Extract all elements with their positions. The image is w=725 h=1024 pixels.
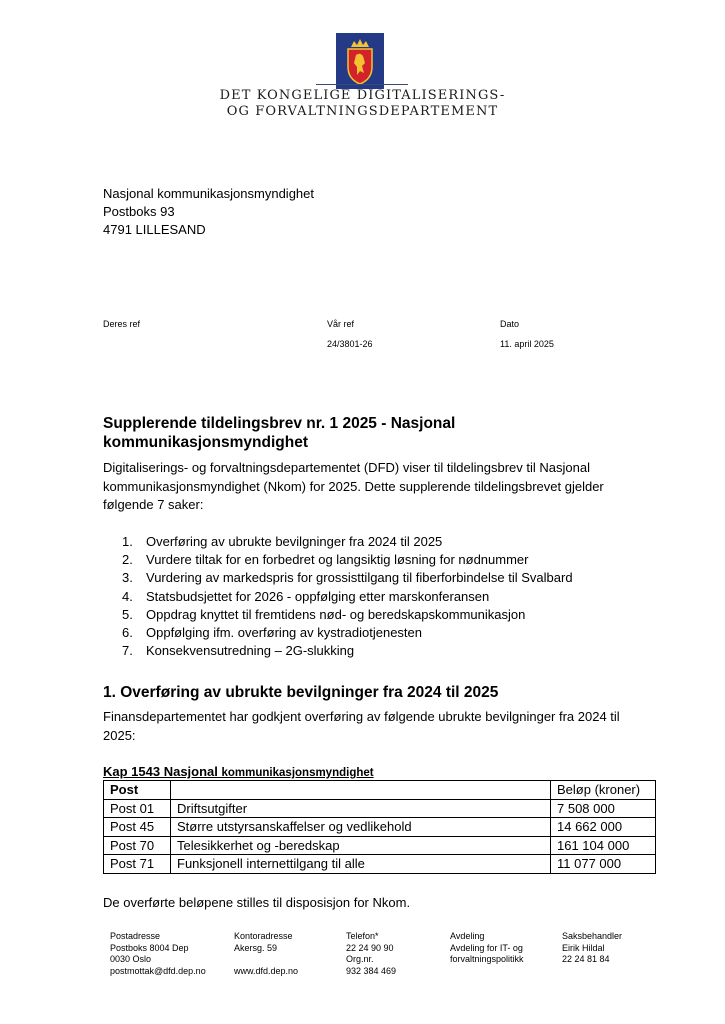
list-item-text: Konsekvensutredning – 2G-slukking	[146, 643, 355, 659]
crest-underline	[316, 84, 408, 85]
deres-ref	[103, 318, 140, 338]
recipient-postbox: Postboks 93	[103, 204, 175, 219]
date-value: 11. april 2025	[500, 339, 554, 349]
footer-department	[450, 931, 524, 977]
footer-line	[450, 966, 524, 978]
list-item-text: Oppdrag knyttet til fremtidens nød- og beredskapskommunikasjon	[146, 606, 526, 622]
table-cell-post: Post 01	[104, 799, 171, 818]
var-ref	[327, 318, 373, 358]
date-ref	[500, 318, 554, 358]
list-item-number: 2.	[122, 552, 133, 568]
deres-ref-label: Deres ref	[103, 319, 141, 329]
var-ref-label: Vår ref	[327, 319, 355, 329]
footer-line: Avdeling for IT- og	[450, 942, 523, 953]
recipient-address	[103, 185, 314, 239]
kap-heading-rest: kommunikasjonsmyndighet	[221, 767, 374, 779]
table-header-post: Post	[104, 781, 171, 800]
table-row	[104, 855, 656, 874]
kap-heading-main: Kap 1543 Nasjonal	[103, 764, 218, 779]
section-1-text: Finansdepartementet har godkjent overføring av følgende ubrukte bevilgninger fra 2024 til 2025:	[103, 709, 620, 743]
footer-line: Postadresse	[110, 931, 161, 941]
kap-heading	[103, 764, 374, 779]
letter-title: Supplerende tildelingsbrev nr. 1 2025 - Nasjonal kommunikasjonsmyndighet	[103, 415, 456, 451]
table-row	[104, 836, 656, 855]
footer-line: Eirik Hildal	[562, 942, 605, 953]
footer-line: Kontoradresse	[234, 931, 293, 941]
table-cell-desc: Funksjonell internettilgang til alle	[171, 855, 551, 874]
date-label: Dato	[500, 319, 520, 329]
table-cell-desc: Større utstyrsanskaffelser og vedlikehold	[171, 818, 551, 837]
table-header-desc	[171, 781, 551, 800]
footer-office-address	[234, 931, 298, 977]
footer-postal-address	[110, 931, 206, 977]
closing-text: De overførte beløpene stilles til disposisjon for Nkom.	[103, 895, 411, 910]
department-name-line1: DET KONGELIGE DIGITALISERINGS-	[219, 88, 506, 103]
footer-line: www.dfd.dep.no	[234, 965, 299, 976]
footer-line: Telefon*	[346, 931, 379, 941]
footer-line: Postboks 8004 Dep	[110, 942, 189, 953]
department-name-line2: OG FORVALTNINGSDEPARTEMENT	[226, 104, 499, 119]
footer-line: 0030 Oslo	[110, 954, 152, 964]
footer-phone	[346, 931, 396, 977]
table-cell-amount: 161 104 000	[551, 836, 656, 855]
list-item-text: Overføring av ubrukte bevilgninger fra 2024 til 2025	[146, 534, 443, 549]
table-cell-desc: Telesikkerhet og -beredskap	[171, 836, 551, 855]
footer-line	[562, 966, 622, 978]
footer-line: postmottak@dfd.dep.no	[110, 965, 206, 976]
coat-of-arms-logo	[336, 33, 384, 89]
appropriation-table	[103, 780, 656, 874]
department-name	[200, 88, 525, 120]
list-item	[122, 642, 573, 660]
list-item-number: 3.	[122, 570, 133, 586]
table-row	[104, 799, 656, 818]
intro-paragraph: Digitaliserings- og forvaltningsdepartementet (DFD) viser til tildelingsbrev til Nasjonal kommunikasjonsmyndighet (Nkom) for 2025. Dette supplerende tildelingsbrevet gjelder følgende 7 saker:	[103, 460, 604, 512]
list-item	[122, 551, 573, 569]
list-item-text: Vurdering av markedspris for grossisttilgang til fiberforbindelse til Svalbard	[146, 570, 573, 586]
list-item	[122, 533, 573, 551]
table-cell-post: Post 45	[104, 818, 171, 837]
list-item-text: Vurdere tiltak for en forbedret og langsiktig løsning for nødnummer	[146, 552, 529, 568]
list-item	[122, 569, 573, 587]
table-cell-post: Post 71	[104, 855, 171, 874]
list-item	[122, 588, 573, 606]
footer-case-officer	[562, 931, 622, 977]
table-cell-desc: Driftsutgifter	[171, 799, 551, 818]
footer-line: Avdeling	[450, 931, 485, 941]
list-item-text: Oppfølging ifm. overføring av kystradiotjenesten	[146, 625, 423, 641]
footer-line: 22 24 90 90	[346, 942, 394, 953]
list-item-number: 5.	[122, 606, 133, 622]
table-header-row	[104, 781, 656, 800]
list-item	[122, 624, 573, 642]
list-item-number: 1.	[122, 534, 133, 549]
table-header-amount: Beløp (kroner)	[551, 781, 656, 800]
section-1-heading: 1. Overføring av ubrukte bevilgninger fra 2024 til 2025	[103, 684, 499, 701]
list-item-text: Statsbudsjettet for 2026 - oppfølging etter marskonferansen	[146, 588, 490, 604]
footer-line: Akersg. 59	[234, 942, 278, 953]
footer-line: forvaltningspolitikk	[450, 954, 524, 964]
recipient-postal: 4791 LILLESAND	[103, 222, 206, 237]
list-item-number: 6.	[122, 625, 133, 641]
list-item-number: 7.	[122, 643, 133, 659]
footer-line: 932 384 469	[346, 965, 397, 976]
list-item	[122, 606, 573, 624]
table-row	[104, 818, 656, 837]
footer-line: 22 24 81 84	[562, 954, 610, 964]
list-item-number: 4.	[122, 588, 133, 604]
footer-line: Org.nr.	[346, 954, 374, 964]
table-cell-post: Post 70	[104, 836, 171, 855]
table-cell-amount: 11 077 000	[551, 855, 656, 874]
footer-line	[234, 954, 298, 966]
table-cell-amount: 14 662 000	[551, 818, 656, 837]
topic-list	[122, 533, 573, 660]
table-cell-amount: 7 508 000	[551, 799, 656, 818]
recipient-name: Nasjonal kommunikasjonsmyndighet	[103, 186, 314, 201]
var-ref-value: 24/3801-26	[327, 339, 373, 349]
footer-line: Saksbehandler	[562, 931, 623, 941]
